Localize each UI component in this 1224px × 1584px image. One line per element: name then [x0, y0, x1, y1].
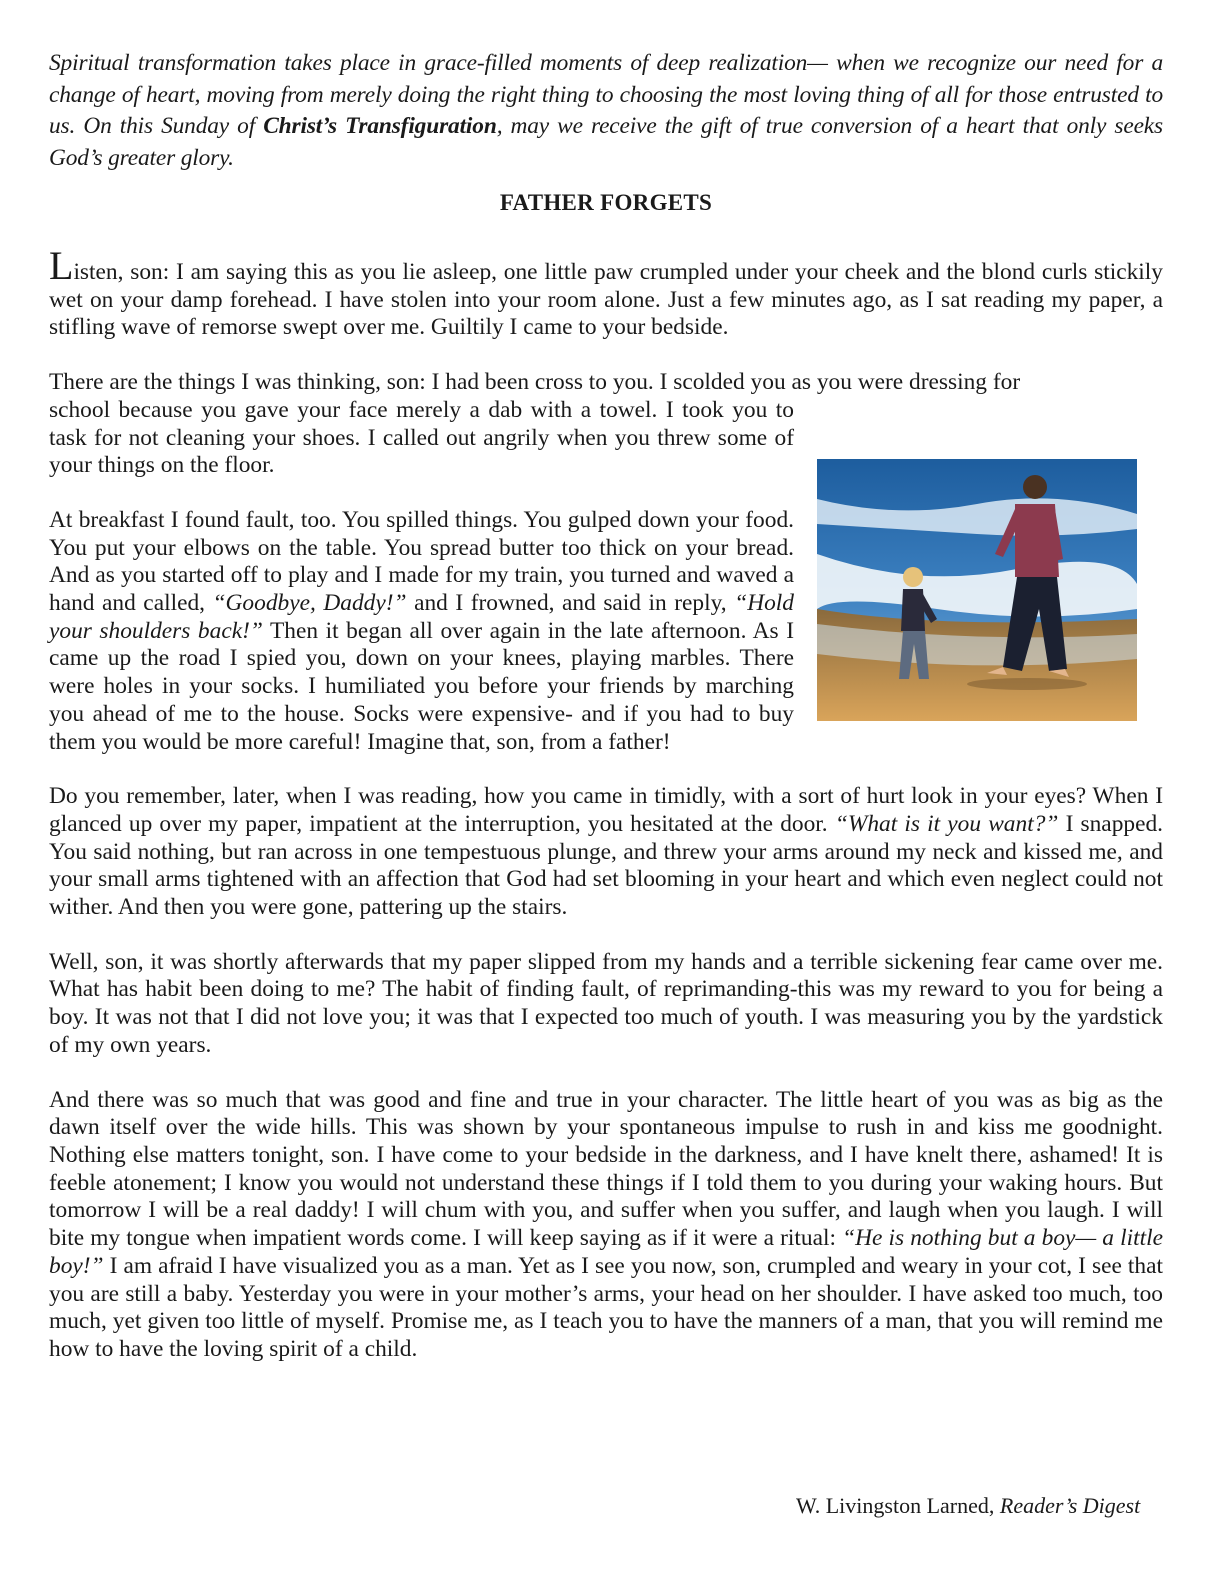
quote-shoulders: “Hold your shoulders back!” [49, 590, 794, 644]
paragraph-6-text-2: I am afraid I have visualized you as a man. Yet as I see you now, son, crumpled and weary in your cot, I see that you are still a baby. Yesterday you were in your mother’s arms, your head on her shoulder. I have asked too much, too much, yet given too little of myself. Promise me, as I teach you to have the manners of a man, that you will remind me how to have the loving spirit of a child. [49, 1252, 1163, 1362]
paragraph-6 [49, 1087, 1163, 1364]
page [49, 48, 1163, 1364]
author-attribution [796, 1493, 1140, 1519]
paragraph-3-text-2: and I frowned, and said in reply, [406, 590, 735, 617]
intro-text-end: , may we receive the gift of true conversion of a heart that only seeks God’s greater glory. [49, 113, 1163, 171]
intro-paragraph [49, 48, 1163, 174]
paragraph-4-text: Do you remember, later, when I was reading, how you came in timidly, with a sort of hurt look in your eyes? When I glanced up over my paper, impatient at the interruption, you hesitated at the door. [49, 783, 1163, 837]
paragraph-2-first-line: There are the things I was thinking, son: I had been cross to you. I scolded you as you were dressing for [49, 369, 1021, 396]
paragraph-1 [49, 243, 1163, 342]
paragraph-4 [49, 783, 1163, 922]
paragraph-3-text: At breakfast I found fault, too. You spilled things. You gulped down your food. You put your elbows on the table. You spread butter too thick on your bread. And as you started off to play and I made for my train, you turned and waved a hand and called, [49, 506, 794, 617]
drop-cap: L [49, 243, 74, 288]
quote-goodbye: “Goodbye, Daddy!” [212, 590, 407, 617]
intro-text: Spiritual transformation takes place in grace-filled moments of deep realization— when we recognize our need for a change of heart, moving from merely doing the right thing to choosing the most loving thing of all for those entrusted to us. On this Sunday of [49, 50, 1163, 139]
paragraph-6-text: And there was so much that was good and fine and true in your character. The little heart of you was as big as the dawn itself over the wide hills. This was shown by your spontaneous impulse to rush in and kiss me goodnight. Nothing else matters tonight, son. I have come to your bedside in the darkness, and I have knelt there, ashamed! It is feeble atonement; I know you would not understand these things if I told them to you during your waking hours. But tomorrow I will be a real daddy! I will chum with you, and suffer when you suffer, and laugh when you laugh. I will bite my tongue when impatient words come. I will keep saying as if it were a ritual: [49, 1086, 1163, 1252]
father-son-beach-photo [817, 459, 1137, 721]
beach-photo-image [817, 459, 1137, 721]
paragraph-2: school because you gave your face merely a dab with a towel. I took you to task for not cleaning your shoes. I called out angrily when you threw some of your things on the floor. [49, 396, 794, 479]
paragraph-1-text: isten, son: I am saying this as you lie asleep, one little paw crumpled under your cheek and the blond curls stickily wet on your damp forehead. I have stolen into your room alone. Just a few minutes ago, as I sat reading my paper, a stifling wave of remorse swept over me. Guiltily I came to your bedside. [49, 259, 1163, 341]
quote-what-is-it: “What is it you want?” [834, 810, 1059, 837]
paragraph-3 [49, 507, 794, 756]
image-wrap-section [49, 369, 1163, 756]
paragraph-3-text-3: Then it began all over again in the late afternoon. As I came up the road I spied you, down on your knees, playing marbles. There were holes in your socks. I humiliated you before your friends by marching you ahead of me to the house. Socks were expensive- and if you had to buy them you would be more careful! Imagine that, son, from a father! [49, 617, 794, 755]
author-name: W. Livingston Larned, [796, 1493, 1000, 1518]
source-name: Reader’s Digest [999, 1493, 1141, 1518]
paragraph-5: Well, son, it was shortly afterwards that my paper slipped from my hands and a terrible sickening fear came over me. What has habit been doing to me? The habit of finding fault, of reprimanding-this was my reward to you for being a boy. It was not that I did not love you; it was that I expected too much of youth. I was measuring you by the yardstick of my own years. [49, 948, 1163, 1058]
article-title: FATHER FORGETS [499, 190, 713, 215]
intro-emphasis: Christ’s Transfiguration [263, 113, 497, 139]
paragraph-4-text-2: I snapped. You said nothing, but ran across in one tempestuous plunge, and threw your arms around my neck and kissed me, and your small arms tightened with an affection that God had set blooming in your heart and which even neglect could not wither. And then you were gone, pattering up the stairs. [49, 810, 1164, 921]
quote-little-boy: “He is nothing but a boy— a little boy!” [49, 1225, 1163, 1279]
